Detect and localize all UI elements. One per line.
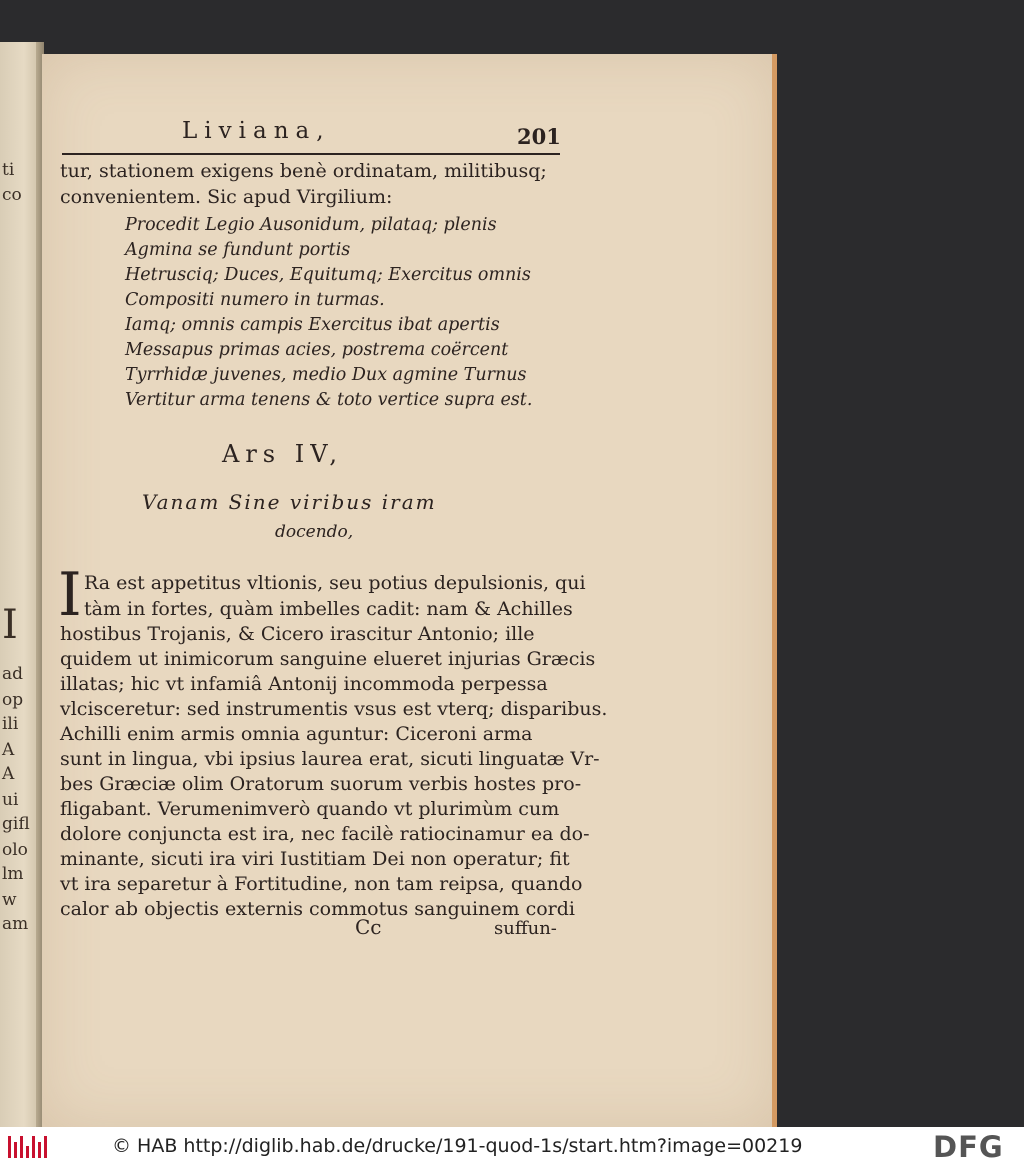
- left-page-fragment: w: [2, 890, 17, 910]
- catchword: suffun-: [494, 918, 557, 939]
- body-line: convenientem. Sic apud Virgilium:: [60, 186, 393, 208]
- left-page-fragment: I: [2, 602, 18, 648]
- left-page-fragment: co: [2, 185, 22, 205]
- verse-line: Tyrrhidæ juvenes, medio Dux agmine Turnus: [125, 365, 527, 385]
- paragraph-line: fligabant. Verumenimverò quando vt plurimùm cum: [60, 798, 560, 820]
- paragraph-line: sunt in lingua, vbi ipsius laurea erat, sicuti linguatæ Vr-: [60, 748, 600, 770]
- paragraph-line: hostibus Trojanis, & Cicero irascitur Antonio; ille: [60, 623, 535, 645]
- paragraph-line: vlcisceretur: sed instrumentis vsus est vterq; disparibus.: [60, 698, 608, 720]
- paragraph-line: calor ab objectis externis commotus sanguinem cordi: [60, 898, 575, 920]
- left-page-fragment: am: [2, 914, 29, 934]
- verse-line: Procedit Legio Ausonidum, pilataq; plenis: [125, 215, 497, 235]
- left-page-fragment: ili: [2, 714, 19, 734]
- paragraph-line: illatas; hic vt infamiâ Antonij incommoda perpessa: [60, 673, 548, 695]
- paragraph-line: bes Græciæ olim Oratorum suorum verbis hostes pro-: [60, 773, 582, 795]
- paragraph-line: tàm in fortes, quàm imbelles cadit: nam & Achilles: [84, 598, 573, 620]
- running-head: Liviana,: [182, 118, 331, 144]
- copyright-link[interactable]: © HAB http://diglib.hab.de/drucke/191-quod-1s/start.htm?image=00219: [112, 1135, 803, 1157]
- header-rule: [62, 153, 560, 155]
- left-page-fragment: op: [2, 690, 24, 710]
- section-heading: Ars IV,: [222, 440, 343, 468]
- page-number: 201: [517, 124, 561, 149]
- hab-logo-icon[interactable]: [8, 1136, 48, 1158]
- section-subheading-continued: docendo,: [275, 522, 354, 542]
- signature-mark: Cc: [355, 915, 382, 939]
- verse-line: Messapus primas acies, postrema coërcent: [125, 340, 509, 360]
- footer-bar: [0, 1127, 1024, 1167]
- left-page-fragment: A: [2, 740, 15, 760]
- left-page-fragment: A: [2, 764, 15, 784]
- verse-line: Iamq; omnis campis Exercitus ibat apertis: [125, 315, 500, 335]
- verse-line: Hetrusciq; Duces, Equitumq; Exercitus omnis: [125, 265, 531, 285]
- paragraph-line: Ra est appetitus vltionis, seu potius depulsionis, qui: [84, 572, 586, 594]
- paragraph-line: dolore conjuncta est ira, nec facilè ratiocinamur ea do-: [60, 823, 590, 845]
- left-page-fragment: gifl: [2, 814, 30, 834]
- dfg-logo[interactable]: DFG: [933, 1130, 1004, 1164]
- left-page-strip: [0, 42, 40, 1127]
- body-line: tur, stationem exigens benè ordinatam, militibusq;: [60, 160, 547, 182]
- paragraph-line: Achilli enim armis omnia aguntur: Ciceroni arma: [60, 723, 533, 745]
- paragraph-line: quidem ut inimicorum sanguine elueret injurias Græcis: [60, 648, 596, 670]
- verse-line: Vertitur arma tenens & toto vertice supra est.: [125, 390, 533, 410]
- verse-line: Compositi numero in turmas.: [125, 290, 385, 310]
- left-page-fragment: ui: [2, 790, 19, 810]
- page-edge: [772, 54, 777, 1127]
- section-subheading: Vanam Sine viribus iram: [142, 490, 437, 514]
- drop-cap: I: [58, 560, 82, 630]
- left-page-fragment: lm: [2, 864, 24, 884]
- verse-line: Agmina se fundunt portis: [125, 240, 351, 260]
- left-page-fragment: ad: [2, 664, 24, 684]
- paragraph-line: minante, sicuti ira viri Iustitiam Dei non operatur; fit: [60, 848, 570, 870]
- left-page-fragment: ti: [2, 160, 15, 180]
- paragraph-line: vt ira separetur à Fortitudine, non tam reipsa, quando: [60, 873, 583, 895]
- left-page-fragment: olo: [2, 840, 28, 860]
